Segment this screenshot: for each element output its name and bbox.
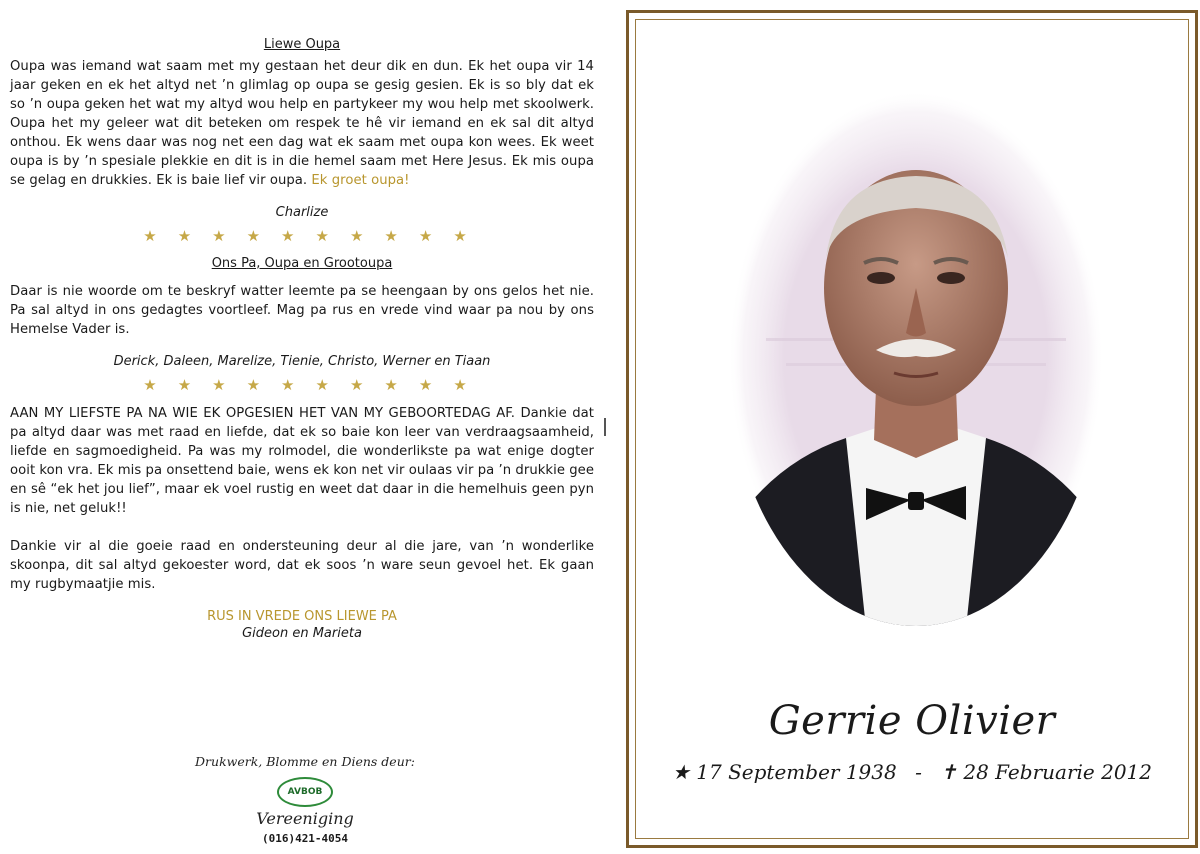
star-icon: ★ [453, 376, 467, 394]
date-separator: - [915, 760, 922, 784]
star-icon: ★ [143, 376, 157, 394]
signature-gideon-marieta: Gideon en Marieta [242, 626, 362, 641]
star-icon: ★ [177, 227, 192, 245]
tribute-text-charlize: Oupa was iemand wat saam met my gestaan het deur dik en dun. Ek het oupa vir 14 jaar geken en ek het altyd net ’n glimlag op oupa se gesig gesien. Ek is so bly dat ek so ’n oupa geken het wat my altyd wou help en partykeer my wou help met skoolwerk. Oupa het my geleer wat dit beteken om respek te hê vir iemand en ek sal dit altyd onthou. Ek wens daar was nog net een dag wat ek saam met oupa kon wees. Ek weet oupa is by ’n spesiale plekkie en dit is in die hemel saam met Here Jesus. Ek mis oupa se gelag en drukkies. Ek is baie lief vir oupa. Ek groet oupa! [10, 59, 594, 188]
star-icon: ★ [281, 376, 295, 394]
life-dates [626, 760, 1198, 784]
funeral-service-credit [170, 754, 440, 845]
deceased-name: Gerrie Olivier [768, 698, 1056, 744]
star-divider [10, 227, 594, 245]
avbob-logo [275, 777, 335, 807]
tributes [10, 36, 594, 642]
star-icon: ★ [418, 227, 433, 245]
portrait-illustration [726, 88, 1106, 628]
tribute-text-daughter: AAN MY LIEFSTE PA NA WIE EK OPGESIEN HET VAN MY GEBOORTEDAG AF. Dankie dat pa altyd daar was met raad en liefde, dat ek so baie kon leer van verdraagsaamheid, liefde en sagmoedigheid. Pa was my rolmodel, die wonderlikste pa wat enige dogter ooit kon vra. Ek mis pa onsettend baie, wens ek kon net vir oulaas vir pa ’n drukkie gee en sê “ek het jou lief”, maar ek voel rustig en weet dat daar in die hemelhuis geen pyn is nie, net geluk!! [10, 406, 594, 516]
star-icon: ★ [671, 760, 690, 784]
star-icon: ★ [212, 227, 226, 245]
tribute-heading-liewe-oupa: Liewe Oupa [263, 37, 341, 52]
tribute-text-family: Daar is nie woorde om te beskryf watter leemte pa se heengaan by ons gelos het nie. Pa sal altyd in ons gedagtes voortleef. Mag pa rus en vrede vind waar pa nou by ons Hemelse Vader is. [10, 284, 594, 337]
star-icon: ★ [246, 227, 261, 245]
star-icon: ★ [453, 227, 467, 245]
star-icon: ★ [349, 376, 364, 394]
signature-charlize: Charlize [275, 205, 329, 220]
star-icon: ★ [418, 376, 433, 394]
star-icon: ★ [212, 376, 226, 394]
branch-city: Vereeniging [256, 809, 354, 828]
cross-icon: ✝ [940, 760, 957, 784]
birth-date: 17 September 1938 [696, 760, 897, 784]
star-icon: ★ [177, 376, 192, 394]
star-icon: ★ [315, 227, 329, 245]
tribute-highlight: Ek groet oupa! [311, 173, 410, 188]
star-icon: ★ [246, 376, 261, 394]
star-icon: ★ [349, 227, 364, 245]
portrait-photo [726, 88, 1106, 628]
fold-mark [604, 418, 606, 436]
phone-number: (016)421-4054 [261, 832, 349, 845]
star-icon: ★ [384, 376, 398, 394]
tribute-heading-ons-pa: Ons Pa, Oupa en Grootoupa [211, 256, 393, 271]
tribute-text-son-in-law: Dankie vir al die goeie raad en ondersteuning deur al die jare, van ’n wonderlike skoonpa, dit sal altyd gekoester word, dat ek soos ’n ware seun gevoel het. Ek gaan my rugbymaatjie mis. [10, 539, 594, 592]
star-icon: ★ [281, 227, 295, 245]
star-icon: ★ [143, 227, 157, 245]
avbob-logo-text: AVBOB [277, 777, 333, 807]
cover-page [626, 10, 1198, 848]
star-divider [10, 376, 594, 394]
death-date: 28 Februarie 2012 [963, 760, 1152, 784]
star-icon: ★ [384, 227, 398, 245]
credit-line: Drukwerk, Blomme en Diens deur: [195, 754, 415, 769]
star-icon: ★ [315, 376, 329, 394]
signature-family: Derick, Daleen, Marelize, Tienie, Christo, Werner en Tiaan [113, 354, 491, 369]
farewell-line: RUS IN VREDE ONS LIEWE PA [207, 609, 397, 624]
